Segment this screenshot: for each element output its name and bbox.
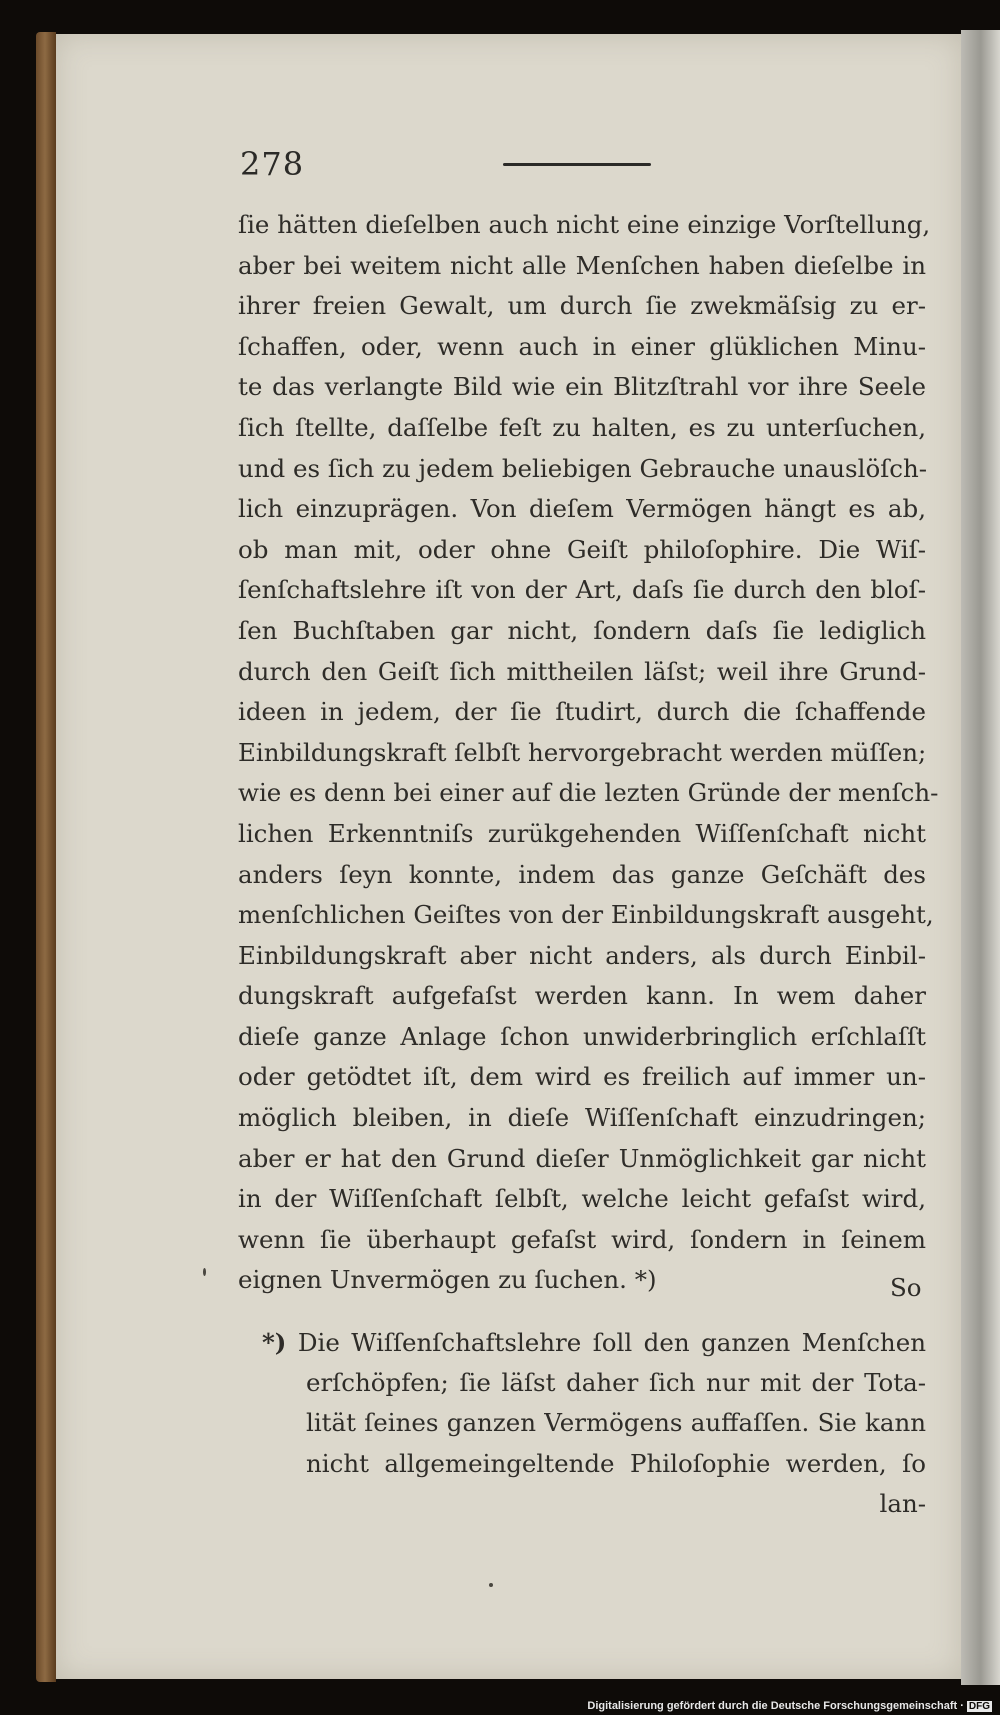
text-line: Einbildungskraft ſelbſt hervorgebracht werden müſſen; — [238, 737, 927, 767]
footnote-text: Die Wiſſenſchaftslehre ſoll den ganzen Menſchen — [297, 1328, 926, 1357]
text-line: lichen Erkenntniſs zurükgehenden Wiſſenſchaft nicht — [238, 818, 926, 848]
ink-speck — [489, 1583, 493, 1587]
text-line: aber er hat den Grund dieſer Unmöglichkeit gar nicht — [238, 1143, 926, 1173]
book-spine-edge — [36, 32, 56, 1682]
text-line: aber bei weitem nicht alle Menſchen haben dieſelbe in — [238, 250, 926, 280]
text-line: ihrer freien Gewalt, um durch ſie zwekmäſsig zu er- — [238, 291, 926, 321]
text-line: oder getödtet iſt, dem wird es freilich auf immer un- — [238, 1062, 926, 1092]
credit-text: Digitalisierung gefördert durch die Deutsche Forschungsgemeinschaft · — [587, 1700, 964, 1712]
text-line: ſchaffen, oder, wenn auch in einer glüklichen Minu- — [238, 331, 926, 361]
text-line: wenn ſie überhaupt gefaſst wird, ſondern in ſeinem — [238, 1224, 926, 1254]
footnote-line: lität ſeines ganzen Vermögens auffaſſen. Sie kann — [306, 1408, 926, 1438]
text-line: te das verlangte Bild wie ein Blitzſtrahl vor ihre Seele — [238, 372, 926, 402]
text-line: dungskraft aufgefaſst werden kann. In wem daher — [238, 981, 926, 1011]
page-number: 278 — [240, 145, 305, 183]
dfg-logo: DFG — [968, 1701, 990, 1712]
text-line: lich einzuprägen. Von dieſem Vermögen hängt es ab, — [238, 494, 926, 524]
footnote-line: erſchöpfen; ſie läſst daher ſich nur mit der Tota- — [306, 1368, 926, 1398]
text-line: durch den Geiſt ſich mittheilen läſst; weil ihre Grund- — [238, 656, 926, 686]
header-rule — [503, 163, 651, 166]
text-line: ideen in jedem, der ſie ſtudirt, durch die ſchaffende — [238, 697, 926, 727]
text-line: wie es denn bei einer auf die lezten Gründe der menſch- — [238, 778, 939, 808]
catchword: So — [890, 1273, 922, 1302]
footnote-line: lan- — [879, 1488, 926, 1518]
text-line: eignen Unvermögen zu ſuchen. *) — [238, 1265, 657, 1295]
text-line: ob man mit, oder ohne Geiſt philoſophire. Die Wiſ- — [238, 534, 926, 564]
footnote-first-line — [262, 1323, 926, 1363]
text-line: ſen Buchſtaben gar nicht, ſondern daſs ſie lediglich — [238, 615, 926, 645]
footnote-marker: *) — [262, 1328, 287, 1357]
page-edge-strip — [961, 30, 1000, 1685]
footnote-line: nicht allgemeingeltende Philoſophie werden, ſo — [306, 1448, 926, 1478]
text-line: ſenſchaftslehre iſt von der Art, daſs ſie durch den bloſ- — [238, 575, 926, 605]
text-line: möglich bleiben, in dieſe Wiſſenſchaft einzudringen; — [238, 1103, 926, 1133]
text-line: Einbildungskraft aber nicht anders, als durch Einbil- — [238, 940, 926, 970]
ink-speck — [203, 1268, 206, 1276]
text-line: ſich ſtellte, daſſelbe feſt zu halten, es zu unterſuchen, — [238, 412, 926, 442]
text-line: und es ſich zu jedem beliebigen Gebrauche unauslöſch- — [238, 453, 928, 483]
text-line: menſchlichen Geiſtes von der Einbildungskraft ausgeht, — [238, 900, 934, 930]
digitization-credit — [587, 1700, 992, 1712]
footnote — [262, 1323, 926, 1524]
body-text — [238, 205, 939, 1301]
text-line: anders ſeyn konnte, indem das ganze Geſchäft des — [238, 859, 926, 889]
text-line: in der Wiſſenſchaft ſelbſt, welche leicht gefaſst wird, — [238, 1184, 926, 1214]
text-line: dieſe ganze Anlage ſchon unwiderbringlich erſchlaſſt — [238, 1021, 926, 1051]
text-line: ſie hätten dieſelben auch nicht eine einzige Vorſtellung, — [238, 210, 931, 239]
